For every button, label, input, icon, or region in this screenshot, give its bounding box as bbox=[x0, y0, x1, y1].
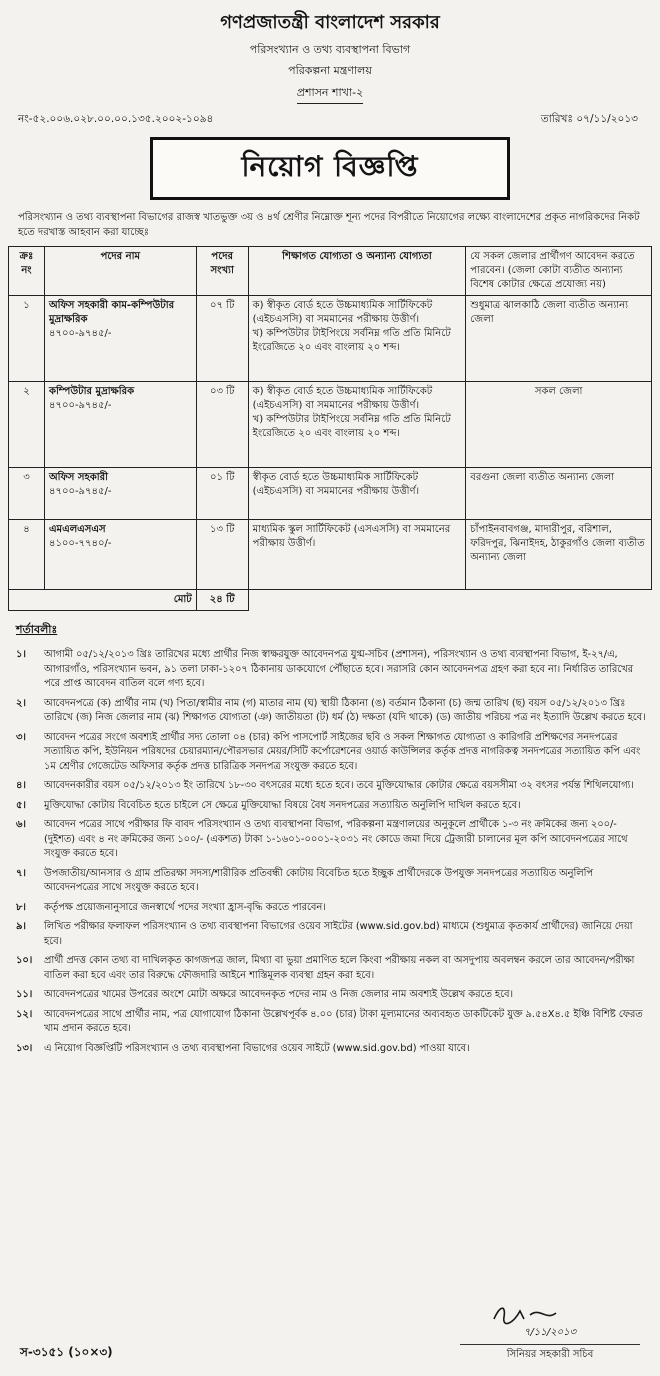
ministry-name: পরিকল্পনা মন্ত্রণালয় bbox=[288, 64, 372, 77]
col-qualification: শিক্ষাগত যোগ্যতা ও অন্যান্য যোগ্যতা bbox=[248, 247, 466, 296]
qualification-a: ক) স্বীকৃত বোর্ড হতে উচ্চমাধ্যমিক সার্টিফিকেট (এইচএসসি) বা সমমানের পরীক্ষায় উত্তীর্ণ। bbox=[252, 386, 433, 411]
term-text: আবেদন পত্রের সংগে অবশ্যই প্রার্থীর সদ্য তোলা ০৪ (চার) কপি পাসপোর্ট সাইজের ছবি ও সকল শিক্ষাগত যোগ্যতা ও কারিগরি প্রশিক্ষণের সনদপত্রের সত্যায়িত কপি, ইউনিয়ন পরিষদের চেয়ারম্যান/পৌরসভার মেয়র/সিটি কর্পোরেশনের ওয়ার্ড কাউন্সিলর কর্তৃক প্রদত্ত নাগরিকত্ব সনদপত্রের সত্যায়িত কপি এবং ১ম শ্রেণীর গেজেটেড অফিসার কর্তৃক প্রদত্ত চারিত্রিক সনদপত্র সংযুক্ত করতে হবে। bbox=[44, 731, 641, 772]
col-districts: যে সকল জেলার প্রার্থীগণ আবেদন করতে পারবেন। (জেলা কোটা ব্যতীত অন্যান্য বিশেষ কোটার ক্ষেত্রে প্রযোজ্য নয়) bbox=[466, 247, 652, 296]
row-qualification bbox=[248, 296, 466, 382]
row-qualification bbox=[248, 382, 466, 468]
list-item bbox=[16, 731, 648, 775]
notice-title: নিয়োগ বিজ্ঞপ্তি bbox=[150, 137, 510, 200]
row-serial: ১ bbox=[9, 296, 45, 382]
table-header-row bbox=[9, 247, 652, 296]
row-count: ০৭ টি bbox=[196, 296, 248, 382]
list-item bbox=[16, 799, 648, 814]
term-number: ২। bbox=[16, 697, 26, 709]
letterhead bbox=[8, 8, 652, 104]
total-label: মোট bbox=[9, 590, 197, 611]
footer bbox=[20, 1303, 640, 1364]
reference-row bbox=[18, 112, 638, 129]
row-post bbox=[44, 296, 196, 382]
terms-list bbox=[16, 648, 648, 1056]
term-text: কর্তৃপক্ষ প্রয়োজনানুসারে জনস্বার্থে পদের সংখ্যা হ্রাস-বৃদ্ধি করতে পারবেন। bbox=[44, 901, 326, 913]
row-qualification bbox=[248, 520, 466, 590]
term-text: আবেদনপত্রে (ক) প্রার্থীর নাম (খ) পিতা/স্বামীর নাম (গ) মাতার নাম (ঘ) স্থায়ী ঠিকানা (ঙ) বর্তমান ঠিকানা (চ) জন্ম তারিখ (ছ) বয়স ০৫/১২/২০১৩ খ্রিঃ তারিখে (জ) নিজ জেলার নাম (ঝ) শিক্ষাগত যোগ্যতা (ঞ) জাতীয়তা (ট) ধর্ম (ঠ) দক্ষতা (যদি থাকে) (ড) জাতীয় পরিচয় পত্র নং ইত্যাদি উল্লেখ করতে হবে। bbox=[44, 697, 646, 723]
list-item bbox=[16, 867, 648, 896]
term-text: আবেদনকারীর বয়স ০৫/১২/২০১৩ ইং তারিখে ১৮-৩০ বৎসরের মধ্যে হতে হবে। তবে মুক্তিযোদ্ধার কোটার ক্ষেত্রে বয়সসীমা ৩২ বৎসর পর্যন্ত শিথিলযোগ্য। bbox=[44, 780, 634, 791]
pay-scale: ৪৭০০-৯৭৪৫/- bbox=[48, 486, 112, 497]
row-post bbox=[44, 468, 196, 520]
table-row bbox=[9, 296, 652, 382]
term-text: মুক্তিযোদ্ধা কোটায় বিবেচিত হতে চাইলে সে ক্ষেত্রে মুক্তিযোদ্ধা বিষয়ে বৈধ সনদপত্রের সত্যায়িত অনুলিপি দাখিল করতে হবে। bbox=[44, 799, 521, 811]
term-text: আবেদনপত্রের সাথে প্রার্থীর নাম, পত্র যোগাযোগ ঠিকানা উল্লেখপূর্বক ৪.০০ (চার) টাকা মূল্যমানের অব্যবহৃত ডাকটিকেট যুক্ত ৯.৫৪X৪.৫ ইঞ্চি বিশিষ্ট ফেরত খাম প্রদান করতে হবে। bbox=[44, 1008, 643, 1034]
row-districts: সকল জেলা bbox=[466, 382, 652, 468]
col-post: পদের নাম bbox=[44, 247, 196, 296]
pay-scale: ৪১০০-৭৭৪০/- bbox=[48, 538, 112, 549]
list-item bbox=[16, 697, 648, 726]
row-districts: বরগুনা জেলা ব্যতীত অন্যান্য জেলা bbox=[466, 468, 652, 520]
col-serial: ক্রঃ নং bbox=[9, 247, 45, 296]
term-text: উপজাতীয়/আনসার ও গ্রাম প্রতিরক্ষা সদস্য/শারীরিক প্রতিবন্ধী কোটায় বিবেচিত হতে ইচ্ছুক প্রার্থীদেরকে উপযুক্ত সনদপত্রের সত্যায়িত অনুলিপি আবেদনপত্রের সাথে সংযুক্ত করতে হবে। bbox=[44, 867, 594, 893]
term-number: ১১। bbox=[16, 989, 33, 1000]
term-number: ১। bbox=[16, 649, 26, 660]
list-item bbox=[16, 988, 648, 1003]
row-count: ০৩ টি bbox=[196, 382, 248, 468]
post-name: কম্পিউটার মুদ্রাক্ষরিক bbox=[48, 386, 135, 397]
row-post bbox=[44, 520, 196, 590]
memo-code: স-৩১৫১ (১০×৩) bbox=[20, 1345, 113, 1359]
table-row bbox=[9, 382, 652, 468]
intro-paragraph: পরিসংখ্যান ও তথ্য ব্যবস্থাপনা বিভাগের রাজস্ব খাতভুক্ত ৩য় ও ৪র্থ শ্রেণীর নিম্নোক্ত শূন্য পদের বিপরীতে নিয়োগের লক্ষ্যে বাংলাদেশের প্রকৃত নাগরিকদের নিকট হতে দরখাস্ত আহবান করা যাচ্ছেঃ bbox=[18, 212, 640, 238]
vacancy-table bbox=[8, 246, 652, 611]
signature-block bbox=[460, 1303, 640, 1364]
list-item bbox=[16, 1042, 648, 1057]
list-item bbox=[16, 648, 648, 692]
term-text: লিখিত পরীক্ষার ফলাফল পরিসংখ্যান ও তথ্য ব্যবস্থাপনা বিভাগের ওয়েব সাইটের (www.sid.gov.bd) মাধ্যমে (শুধুমাত্র কৃতকার্য প্রার্থীদের) জানিয়ে দেয়া হবে। bbox=[44, 921, 633, 947]
qualification-a: মাধ্যমিক স্কুল সার্টিফিকেট (এসএসসি) বা সমমানের পরীক্ষায় উত্তীর্ণ। bbox=[252, 524, 451, 549]
list-item bbox=[16, 954, 648, 983]
branch-name: প্রশাসন শাখা-২ bbox=[297, 84, 363, 104]
qualification-b: খ) কম্পিউটার টাইপিংয়ে সর্বনিম্ন গতি প্রতি মিনিটে ইংরেজিতে ২০ এবং বাংলায় ২০ শব্দ। bbox=[252, 328, 451, 353]
term-text: আবেদনপত্রের খামের উপরের অংশে মোটা অক্ষরে আবেদনকৃত পদের নাম ও নিজ জেলার নাম অবশ্যই উল্লেখ করতে হবে। bbox=[44, 989, 513, 1000]
term-number: ৬। bbox=[16, 819, 26, 830]
term-text: আগামী ০৫/১২/২০১৩ খ্রিঃ তারিখের মধ্যে প্রার্থীর নিজ স্বাক্ষরযুক্ত আবেদনপত্র যুগ্ম-সচিব (প্রশাসন), পরিসংখ্যান ও তথ্য ব্যবস্থাপনা বিভাগ, ই-২৭/এ, আগারগাঁও, পরিসংখ্যান ভবন, ৯১ তলা ঢাকা-১২০৭ ঠিকানায় ডাকযোগে পৌঁছাতে হবে। সরাসরি কোন আবেদনপত্র গ্রহণ করা হবে না। নির্ধারিত তারিখের পরে প্রাপ্ত আবেদন বাতিল বলে গণ্য হবে। bbox=[44, 649, 634, 689]
signatory-title: সিনিয়র সহকারী সচিব bbox=[460, 1344, 640, 1364]
term-number: ৯। bbox=[16, 921, 26, 932]
term-text: প্রার্থী প্রদত্ত কোন তথ্য বা দাখিলকৃত কাগজপত্র জাল, মিথ্যা বা ভুয়া প্রমাণিত হলে কিংবা পরীক্ষায় নকল বা অসদুপায় অবলম্বন করলে তার আবেদন/পরীক্ষা বাতিল করা হবে এবং তার বিরুদ্ধে ফৌজদারি আইনে শাস্তিমূলক ব্যবস্থা গ্রহন করা হবে। bbox=[44, 955, 635, 981]
signature-date: ৭/১১/২০১৩ bbox=[523, 1327, 577, 1338]
qualification-b: খ) কম্পিউটার টাইপিংয়ে সর্বনিম্ন গতি প্রতি মিনিটে ইংরেজিতে ২০ এবং বাংলায় ২০ শব্দ। bbox=[252, 414, 451, 439]
row-count: ১৩ টি bbox=[196, 520, 248, 590]
term-text: আবেদন পত্রের সাথে পরীক্ষার ফি বাবদ পরিসংখ্যান ও তথ্য ব্যবস্থাপনা বিভাগ, পরিকল্পনা মন্ত্রণালয়ের অনুকূলে প্রার্থীকে ১-৩ নং ক্রমিকের জন্য ২০০/- (দুইশত) এবং ৪ নং ক্রমিকের জন্য ১০০/- (একশত) টাকা ১-১৬০১-০০০১-২০৩১ নং কোডে জমা দিয়ে ট্রেজারী চালানের মূল কপি আবেদনপত্রের সাথে সংযুক্ত করতে হবে। bbox=[44, 819, 628, 859]
row-serial: ৪ bbox=[9, 520, 45, 590]
total-value: ২৪ টি bbox=[196, 590, 248, 611]
row-serial: ৩ bbox=[9, 468, 45, 520]
pay-scale: ৪৭০০-৯৭৪৫/- bbox=[48, 400, 112, 411]
term-number: ৭। bbox=[16, 867, 26, 879]
post-name: অফিস সহকারী bbox=[48, 472, 108, 483]
government-name: গণপ্রজাতন্ত্রী বাংলাদেশ সরকার bbox=[220, 12, 440, 33]
memo-number: নং-৫২.০০৬.০২৮.০০.০০.১৩৫.২০০২-১০৯৪ bbox=[18, 113, 214, 125]
total-row bbox=[9, 590, 652, 611]
issue-date: তারিখঃ ০৭/১১/২০১৩ bbox=[540, 113, 638, 125]
division-name: পরিসংখ্যান ও তথ্য ব্যবস্থাপনা বিভাগ bbox=[249, 43, 411, 56]
term-number: ৫। bbox=[16, 799, 26, 811]
row-districts: চাঁপাইনবাবগঞ্জ, মাদারীপুর, বরিশাল, ফরিদপুর, ঝিনাইদহ, ঠাকুরগাঁও জেলা ব্যতীত অন্যান্য জেলা bbox=[466, 520, 652, 590]
qualification-a: ক) স্বীকৃত বোর্ড হতে উচ্চমাধ্যমিক সার্টিফিকেট (এইচএসসি) বা সমমানের পরীক্ষায় উত্তীর্ণ। bbox=[252, 300, 433, 325]
list-item bbox=[16, 901, 648, 916]
table-row bbox=[9, 520, 652, 590]
row-serial: ২ bbox=[9, 382, 45, 468]
signature-scribble-icon bbox=[490, 1303, 610, 1325]
term-text: এ নিয়োগ বিজ্ঞপ্তিটি পরিসংখ্যান ও তথ্য ব্যবস্থাপনা বিভাগের ওয়েব সাইটে (www.sid.gov.bd) পাওয়া যাবে। bbox=[44, 1042, 470, 1054]
term-number: ৩। bbox=[16, 731, 26, 743]
list-item bbox=[16, 920, 648, 949]
row-qualification bbox=[248, 468, 466, 520]
row-districts: শুধুমাত্র ঝালকাঠি জেলা ব্যতীত অন্যান্য জেলা bbox=[466, 296, 652, 382]
term-number: ৮। bbox=[16, 901, 26, 913]
term-number: ১৩। bbox=[16, 1042, 33, 1054]
row-count: ০১ টি bbox=[196, 468, 248, 520]
terms-title: শর্তাবলীঃ bbox=[16, 623, 58, 636]
list-item bbox=[16, 779, 648, 794]
post-name: এমএলএসএস bbox=[48, 524, 106, 535]
term-number: ৪। bbox=[16, 780, 26, 791]
list-item bbox=[16, 1008, 648, 1037]
row-post bbox=[44, 382, 196, 468]
col-count: পদের সংখ্যা bbox=[196, 247, 248, 296]
term-number: ১২। bbox=[16, 1008, 33, 1020]
post-name: অফিস সহকারী কাম-কম্পিউটার মুদ্রাক্ষরিক bbox=[48, 300, 175, 325]
list-item bbox=[16, 818, 648, 862]
pay-scale: ৪৭০০-৯৭৪৫/- bbox=[48, 328, 112, 339]
qualification-a: স্বীকৃত বোর্ড হতে উচ্চমাধ্যমিক সার্টিফিকেট (এইচএসসি) বা সমমানের পরীক্ষায় উত্তীর্ণ। bbox=[252, 472, 420, 497]
term-number: ১০। bbox=[16, 955, 33, 966]
table-row bbox=[9, 468, 652, 520]
